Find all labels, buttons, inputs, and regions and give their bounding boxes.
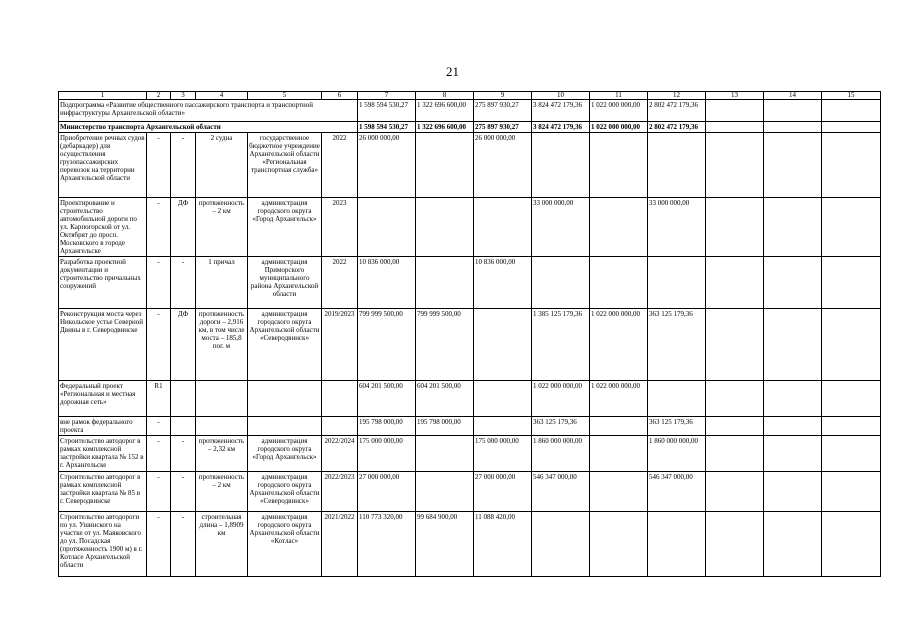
table-cell: - — [171, 436, 196, 472]
table-cell — [706, 133, 764, 198]
table-cell — [764, 309, 822, 381]
table-row — [59, 257, 881, 309]
table-cell — [706, 100, 764, 122]
table-cell: администрация городского округа Архангельской области «Котлас» — [248, 512, 322, 577]
table-cell — [416, 198, 474, 257]
table-cell: R1 — [147, 381, 171, 417]
table-cell — [706, 122, 764, 133]
table-cell: - — [147, 133, 171, 198]
table-row — [59, 381, 881, 417]
table-cell: 2022/2023 — [322, 472, 358, 512]
table-cell: строительная длина – 1,8909 км — [196, 512, 248, 577]
table-cell: - — [171, 133, 196, 198]
table-cell — [822, 100, 881, 122]
table-row — [59, 417, 881, 436]
table-cell: Разработка проектной документации и строительство причальных сооружений — [59, 257, 147, 309]
table-row — [59, 100, 881, 122]
header-row — [59, 92, 881, 100]
table-cell — [764, 512, 822, 577]
table-cell — [764, 381, 822, 417]
table-cell — [590, 417, 648, 436]
table-row — [59, 122, 881, 133]
header-cell: 12 — [648, 92, 706, 100]
table-cell: 27 000 000,00 — [358, 472, 416, 512]
table-cell: администрация городского округа Архангельской области «Северодвинск» — [248, 472, 322, 512]
table-cell — [764, 122, 822, 133]
table-cell: администрация городского округа «Город Архангельск» — [248, 198, 322, 257]
table-cell — [822, 381, 881, 417]
table-cell: 546 347 000,00 — [648, 472, 706, 512]
table-cell: 3 824 472 179,36 — [532, 122, 590, 133]
table-cell: Строительство автодорог в рамках комплексной застройки квартала № 85 в г. Северодвинске — [59, 472, 147, 512]
table-cell: Приобретение речных судов (дебаркадер) для осуществления грузопассажирских перевозок на территории Архангельской области — [59, 133, 147, 198]
table-cell: администрация городского округа Архангельской области «Северодвинск» — [248, 309, 322, 381]
table-cell: - — [147, 436, 171, 472]
page-number: 21 — [446, 64, 459, 79]
table-cell — [648, 257, 706, 309]
table-cell: 1 022 000 000,00 — [590, 309, 648, 381]
header-cell: 1 — [59, 92, 147, 100]
table-cell — [474, 198, 532, 257]
table-cell: 1 860 000 000,00 — [648, 436, 706, 472]
header-cell: 15 — [822, 92, 881, 100]
table-cell — [764, 198, 822, 257]
table-cell — [248, 417, 322, 436]
table-cell — [648, 512, 706, 577]
table-cell — [764, 133, 822, 198]
table-cell — [590, 133, 648, 198]
table-cell — [764, 417, 822, 436]
table-cell: 10 836 000,00 — [474, 257, 532, 309]
table-cell — [416, 472, 474, 512]
header-cell: 3 — [171, 92, 196, 100]
table-cell — [590, 198, 648, 257]
table-cell — [706, 472, 764, 512]
table-cell: 363 125 179,36 — [648, 309, 706, 381]
table-cell: 363 125 179,36 — [648, 417, 706, 436]
table-cell: 26 000 000,00 — [358, 133, 416, 198]
header-cell: 7 — [358, 92, 416, 100]
table-cell: протяженность – 2 км — [196, 198, 248, 257]
table-cell — [706, 309, 764, 381]
table-cell: 1 022 000 000,00 — [532, 381, 590, 417]
table-cell — [590, 257, 648, 309]
header-cell: 9 — [474, 92, 532, 100]
table-cell: 1 598 594 530,27 — [358, 122, 416, 133]
table-cell — [196, 417, 248, 436]
table-cell: Реконструкция моста через Никольское устье Северной Двины в г. Северодвинске — [59, 309, 147, 381]
table-row — [59, 472, 881, 512]
header-cell: 6 — [322, 92, 358, 100]
table-cell: 1 022 000 000,00 — [590, 381, 648, 417]
table-cell — [322, 381, 358, 417]
table-cell: Строительство автодороги по ул. Ушинского на участке от ул. Маяковского до ул. Посадская (протяженность 1900 м) в г. Котласе Архангельской области — [59, 512, 147, 577]
table-cell: 2019/2023 — [322, 309, 358, 381]
table-row — [59, 133, 881, 198]
table-cell — [822, 417, 881, 436]
table-cell: 99 684 900,00 — [416, 512, 474, 577]
table-row — [59, 512, 881, 577]
header-cell: 4 — [196, 92, 248, 100]
table-cell — [416, 257, 474, 309]
table-cell: Министерство транспорта Архангельской области — [59, 122, 358, 133]
table-cell: 2022 — [322, 133, 358, 198]
table-cell: администрация Приморского муниципального района Архангельской области — [248, 257, 322, 309]
table-cell — [474, 381, 532, 417]
table-cell: 604 201 500,00 — [416, 381, 474, 417]
table-cell: 2021/2022 — [322, 512, 358, 577]
table-cell: 2 судна — [196, 133, 248, 198]
table-cell: 195 798 000,00 — [416, 417, 474, 436]
table-cell: 799 999 500,00 — [416, 309, 474, 381]
table-cell: 11 088 420,00 — [474, 512, 532, 577]
table-cell: - — [147, 257, 171, 309]
table-cell: - — [147, 472, 171, 512]
table-row — [59, 198, 881, 257]
table-cell: 1 322 696 600,00 — [416, 100, 474, 122]
table-cell — [648, 133, 706, 198]
table-cell: протяженность – 2 км — [196, 472, 248, 512]
table-cell — [706, 436, 764, 472]
table-cell — [590, 472, 648, 512]
table-cell — [474, 309, 532, 381]
table-cell — [822, 436, 881, 472]
table-cell — [532, 257, 590, 309]
table-cell: - — [171, 512, 196, 577]
table-cell: 1 860 000 000,00 — [532, 436, 590, 472]
table-cell: Проектирование и строительство автомобильной дороги по ул. Карпогорской от ул. Октябрят до просп. Московского в городе Архангельске — [59, 198, 147, 257]
table-cell — [196, 381, 248, 417]
table-cell: протяженность дороги – 2,916 км, в том числе моста – 185,8 пог. м — [196, 309, 248, 381]
table-cell: 27 000 000,00 — [474, 472, 532, 512]
table-cell: - — [147, 198, 171, 257]
table-cell — [171, 417, 196, 436]
table-cell — [648, 381, 706, 417]
table-cell — [532, 512, 590, 577]
table-cell: протяженность – 2,32 км — [196, 436, 248, 472]
table-cell: 1 385 125 179,36 — [532, 309, 590, 381]
table-cell: - — [171, 257, 196, 309]
table-cell — [822, 198, 881, 257]
table-cell: Федеральный проект «Региональная и местная дорожная сеть» — [59, 381, 147, 417]
table-cell — [822, 512, 881, 577]
table-cell — [706, 512, 764, 577]
table-cell — [706, 381, 764, 417]
table-cell — [822, 133, 881, 198]
table-cell: ДФ — [171, 198, 196, 257]
table-cell — [822, 257, 881, 309]
table-cell: 546 347 000,00 — [532, 472, 590, 512]
table-cell — [764, 472, 822, 512]
table-cell: 275 897 930,27 — [474, 122, 532, 133]
table-cell: ДФ — [171, 309, 196, 381]
table-cell — [764, 100, 822, 122]
table-cell: администрация городского округа «Город Архангельск» — [248, 436, 322, 472]
table-cell: 275 897 930,27 — [474, 100, 532, 122]
header-cell: 11 — [590, 92, 648, 100]
header-cell: 2 — [147, 92, 171, 100]
table-cell — [706, 257, 764, 309]
table-cell — [764, 436, 822, 472]
table-cell — [358, 198, 416, 257]
table-cell — [822, 122, 881, 133]
table-cell: 1 598 594 530,27 — [358, 100, 416, 122]
table-cell: 2 802 472 179,36 — [648, 100, 706, 122]
table-cell: Строительство автодорог в рамках комплексной застройки квартала № 152 в г. Архангельске — [59, 436, 147, 472]
header-cell: 14 — [764, 92, 822, 100]
table-cell: 2023 — [322, 198, 358, 257]
table-cell — [322, 417, 358, 436]
table-cell: - — [171, 472, 196, 512]
table-cell — [822, 472, 881, 512]
table-cell: 195 798 000,00 — [358, 417, 416, 436]
table-cell: 2022/2024 — [322, 436, 358, 472]
table-cell: 26 000 000,00 — [474, 133, 532, 198]
header-cell: 8 — [416, 92, 474, 100]
header-cell: 13 — [706, 92, 764, 100]
table-cell — [532, 133, 590, 198]
table-cell: 1 322 696 600,00 — [416, 122, 474, 133]
table-cell: 175 000 000,00 — [474, 436, 532, 472]
table-cell — [590, 512, 648, 577]
table-cell — [706, 198, 764, 257]
table-row — [59, 309, 881, 381]
table-cell: 363 125 179,36 — [532, 417, 590, 436]
table-cell — [416, 133, 474, 198]
table-cell: Подпрограмма «Развитие общественного пассажирского транспорта и транспортной инфраструктуры Архангельской области» — [59, 100, 358, 122]
table-cell: 2022 — [322, 257, 358, 309]
table-cell: 1 причал — [196, 257, 248, 309]
table-cell — [416, 436, 474, 472]
table-cell: 604 201 500,00 — [358, 381, 416, 417]
table-cell: вне рамок федерального проекта — [59, 417, 147, 436]
table-cell — [764, 257, 822, 309]
table-cell: 10 836 000,00 — [358, 257, 416, 309]
table-cell: 1 022 000 000,00 — [590, 122, 648, 133]
header-cell: 10 — [532, 92, 590, 100]
table-cell — [474, 417, 532, 436]
table-cell: 110 773 320,00 — [358, 512, 416, 577]
table-cell: 33 000 000,00 — [648, 198, 706, 257]
table-cell: 175 000 000,00 — [358, 436, 416, 472]
table-cell: 1 022 000 000,00 — [590, 100, 648, 122]
table-cell: - — [147, 417, 171, 436]
table-cell — [590, 436, 648, 472]
budget-table — [58, 91, 881, 577]
table-cell — [706, 417, 764, 436]
table-cell — [822, 309, 881, 381]
table-cell: 33 000 000,00 — [532, 198, 590, 257]
table-cell: - — [147, 309, 171, 381]
table-cell — [171, 381, 196, 417]
table-cell: 2 802 472 179,36 — [648, 122, 706, 133]
table-cell: государственное бюджетное учреждение Архангельской области «Региональная транспортная служба» — [248, 133, 322, 198]
table-cell: 799 999 500,00 — [358, 309, 416, 381]
table-cell: - — [147, 512, 171, 577]
table-cell: 3 824 472 179,36 — [532, 100, 590, 122]
table-row — [59, 436, 881, 472]
table-cell — [248, 381, 322, 417]
header-cell: 5 — [248, 92, 322, 100]
